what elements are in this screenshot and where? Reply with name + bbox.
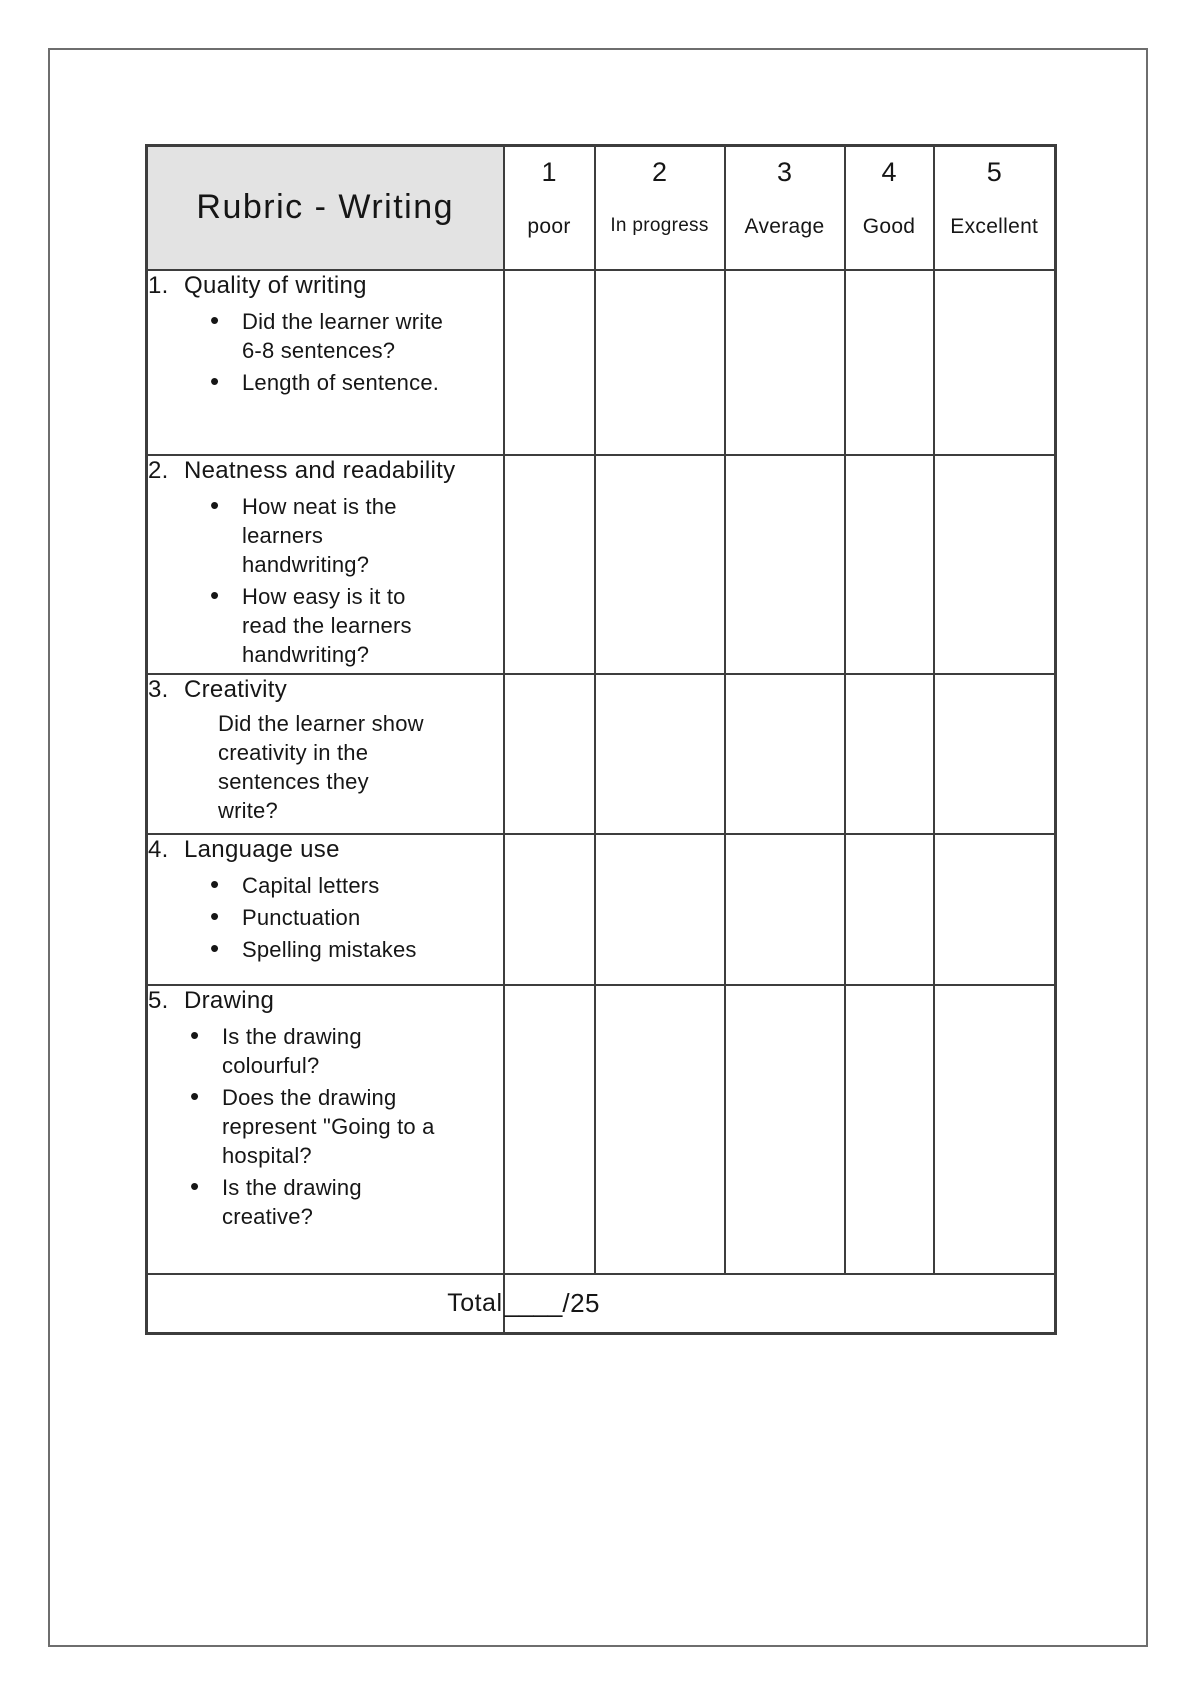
bullet-item: • How neat is the learners handwriting? [208,492,454,579]
score-cell [934,834,1056,985]
score-cell [595,834,725,985]
criterion-number: 4. [148,835,169,863]
column-number: 3 [776,157,793,187]
criterion-row-language [147,834,1056,985]
score-cell [595,985,725,1274]
score-cell [725,985,845,1274]
criterion-cell [147,985,504,1274]
column-label: In progress [610,215,709,236]
score-cell [725,270,845,455]
column-header-excellent [934,146,1056,270]
bullet-list [188,1022,503,1231]
score-cell [725,834,845,985]
score-cell [845,455,934,674]
column-number: 4 [881,157,897,187]
criterion-title: Creativity [184,675,288,703]
criterion-cell [147,270,504,455]
column-number: 5 [986,157,1002,187]
bullet-item: • Length of sentence. [208,368,454,397]
criterion-cell [147,674,504,834]
total-label: Total [147,1274,504,1334]
score-cell [725,674,845,834]
score-cell [845,270,934,455]
criterion-row-drawing [147,985,1056,1274]
criterion-row-quality [147,270,1056,455]
column-number: 1 [541,157,557,187]
score-cell [504,455,595,674]
rubric-title: Rubric - Writing [147,146,504,270]
score-cell [934,455,1056,674]
column-label: Excellent [950,215,1039,238]
score-cell [845,985,934,1274]
score-cell [504,834,595,985]
score-cell [845,674,934,834]
criterion-row-creativity [147,674,1056,834]
total-score: /25 [562,1287,600,1318]
criterion-note: Did the learner show creativity in the sentences they write? [218,710,424,823]
criterion-row-neatness [147,455,1056,674]
column-header-good [845,146,934,270]
column-label: Good [862,215,916,238]
criterion-number: 2. [148,456,169,484]
column-number: 2 [651,157,668,187]
criterion-cell [147,834,504,985]
column-header-poor [504,146,595,270]
criterion-number: 1. [148,271,169,299]
criterion-title: Drawing [184,986,275,1014]
criterion-cell [147,455,504,674]
score-cell [595,270,725,455]
criterion-number: 3. [148,675,169,703]
criterion-title: Quality of writing [184,271,367,299]
total-blank: ____ [504,1287,563,1318]
column-header-average [725,146,845,270]
score-cell [845,834,934,985]
rubric-table [145,144,1057,1335]
bullet-list [208,871,503,964]
bullet-item: • Is the drawing creative? [188,1173,442,1231]
score-cell [595,674,725,834]
bullet-item: • Spelling mistakes [208,935,454,964]
score-cell [504,985,595,1274]
score-cell [725,455,845,674]
score-cell [934,674,1056,834]
bullet-item: • Punctuation [208,903,454,932]
criterion-number: 5. [148,986,169,1014]
bullet-item: • Does the drawing represent "Going to a hospital? [188,1083,442,1170]
bullet-item: • Capital letters [208,871,454,900]
bullet-list [208,307,503,397]
score-cell [934,270,1056,455]
bullet-item: • How easy is it to read the learners handwriting? [208,582,454,669]
column-header-in-progress [595,146,725,270]
total-score-cell [504,1274,1056,1334]
header-row [147,146,1056,270]
bullet-list [208,492,503,669]
bullet-item: • Is the drawing colourful? [188,1022,442,1080]
score-cell [934,985,1056,1274]
criterion-title: Language use [184,835,340,863]
criterion-title: Neatness and readability [184,456,456,484]
score-cell [504,674,595,834]
column-label: poor [527,215,571,238]
total-row [147,1274,1056,1334]
score-cell [504,270,595,455]
bullet-item: • Did the learner write 6-8 sentences? [208,307,454,365]
column-label: Average [744,215,825,238]
score-cell [595,455,725,674]
